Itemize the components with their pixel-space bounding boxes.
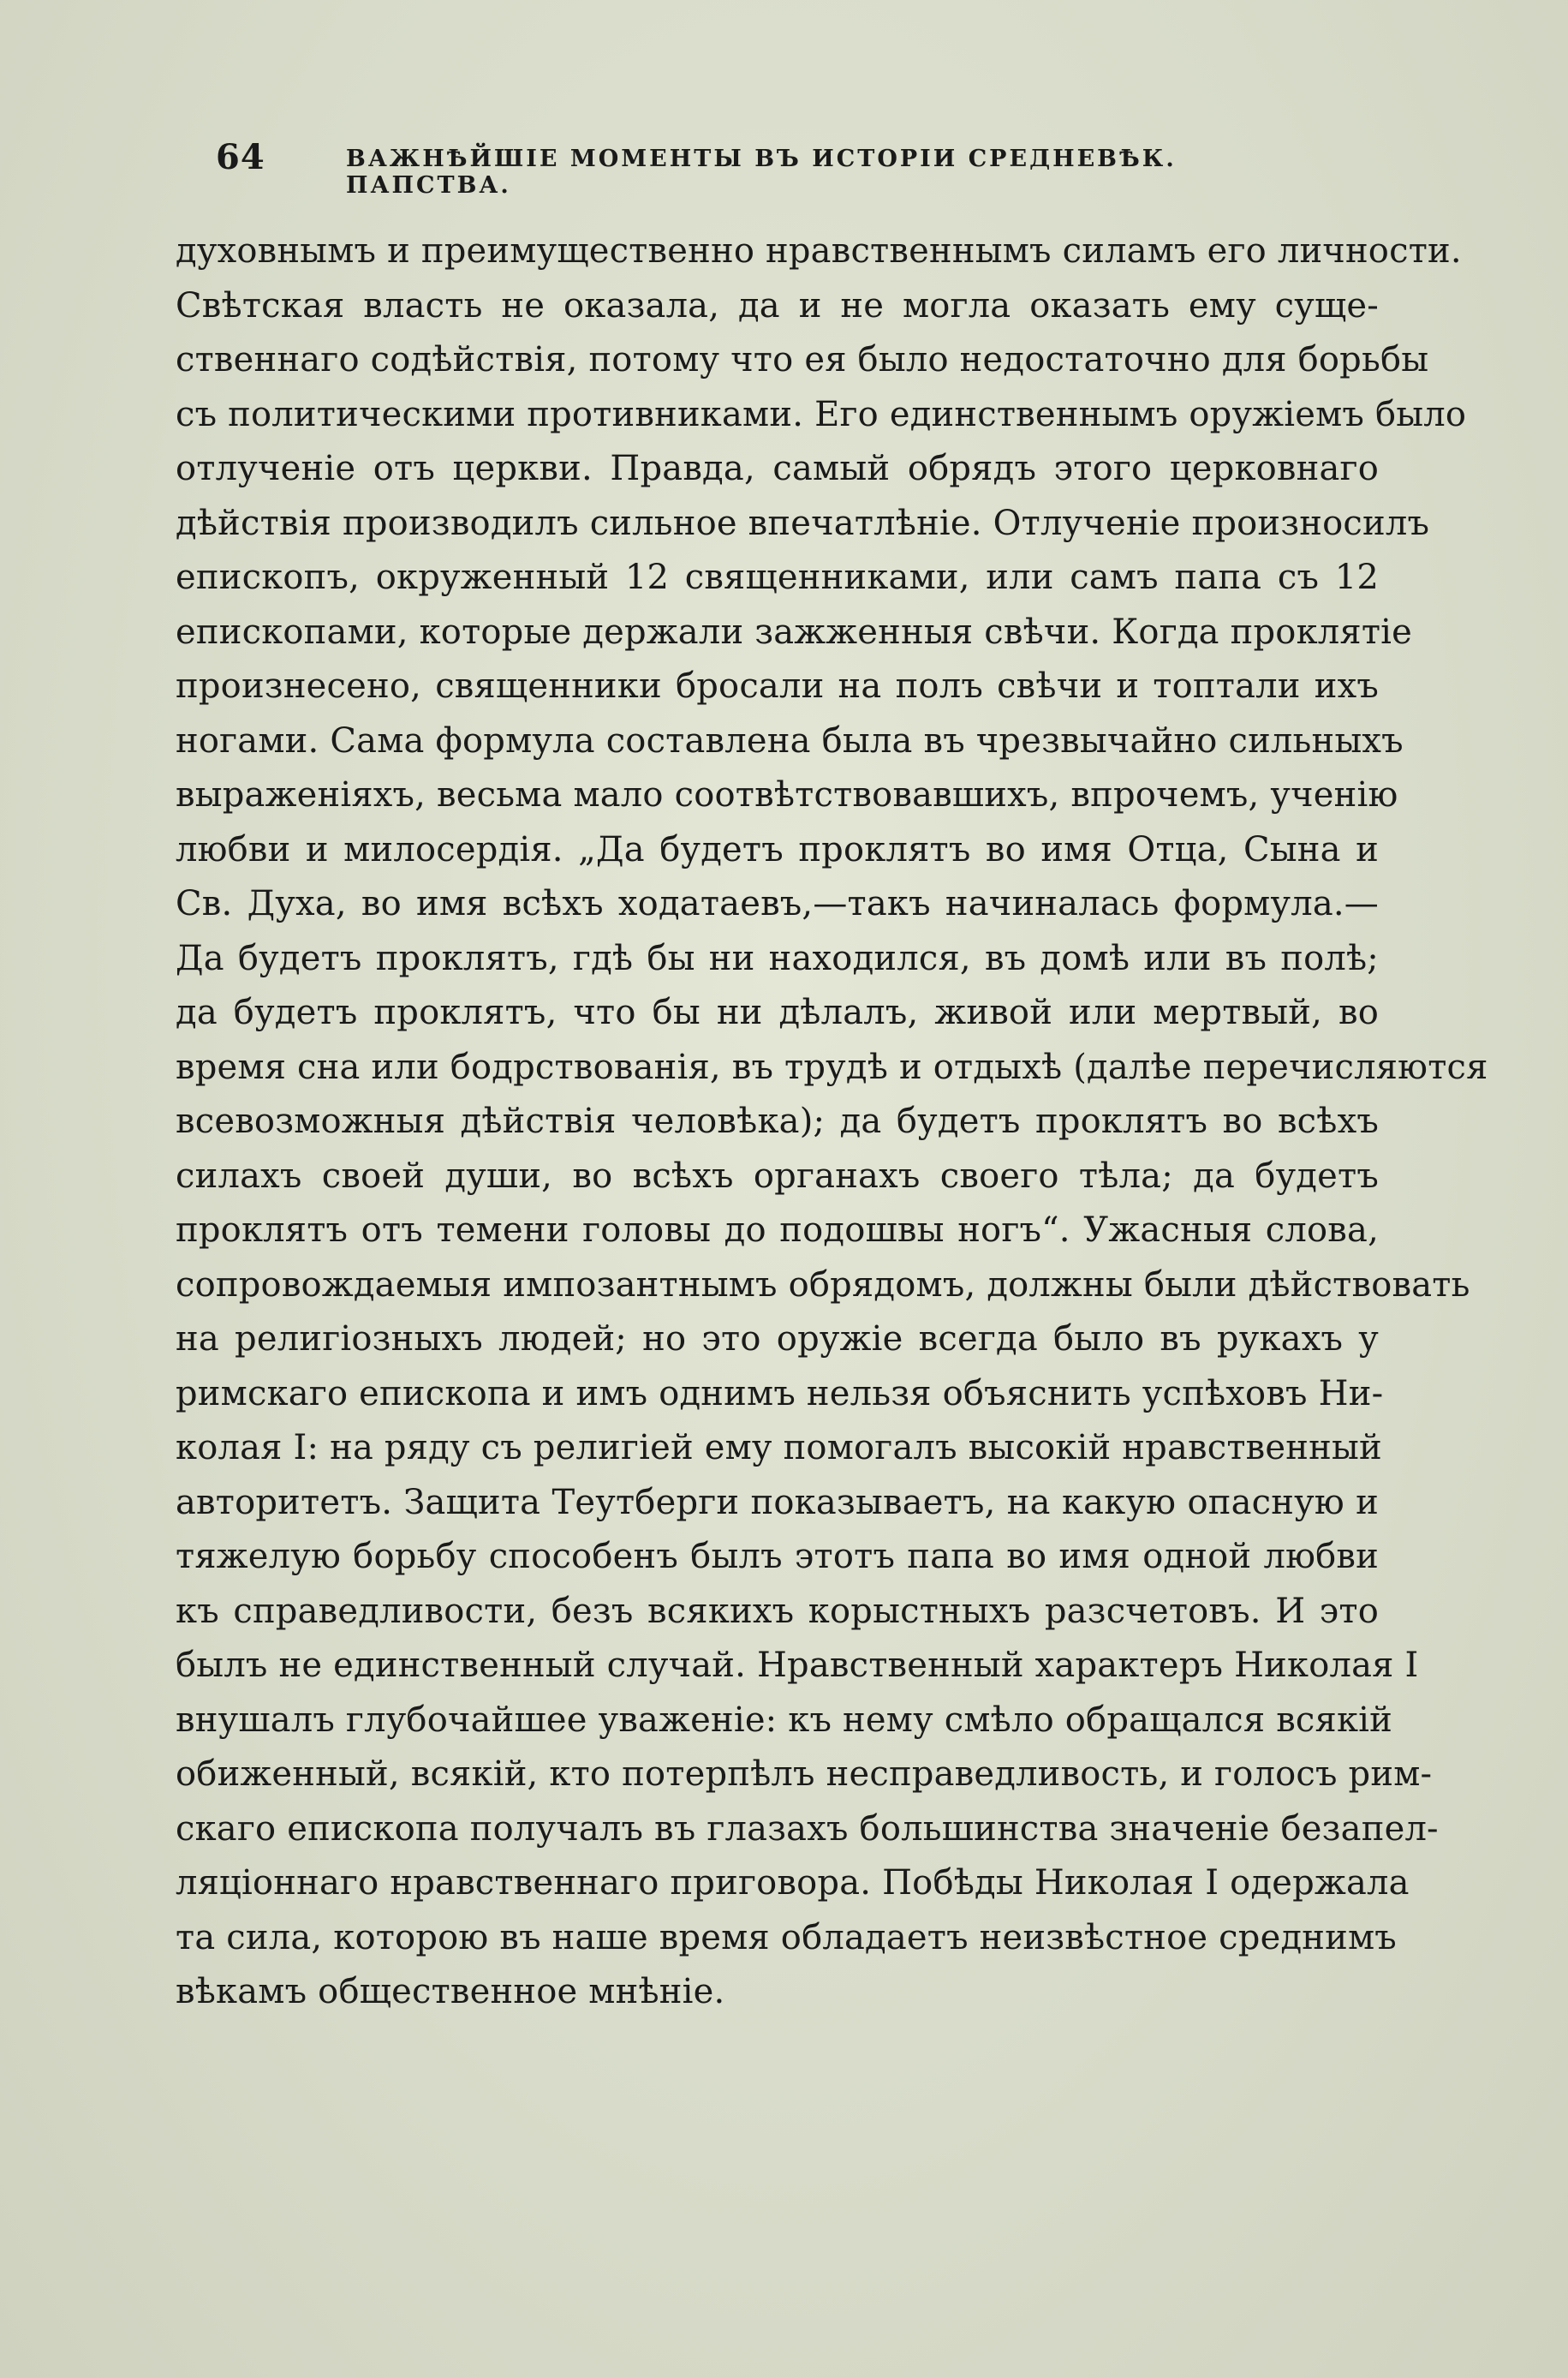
text-line: та сила, которою въ наше время обладаетъ неизвѣстное среднимъ xyxy=(176,1917,1397,1957)
text-line: ляціоннаго нравственнаго приговора. Побѣды Николая I одержала xyxy=(176,1863,1410,1903)
text-line: Свѣтская власть не оказала, да и не могла оказать ему суще- xyxy=(176,285,1379,326)
text-line: духовнымъ и преимущественно нравственнымъ силамъ его личности. xyxy=(176,231,1462,271)
text-line: къ справедливости, безъ всякихъ корыстныхъ разсчетовъ. И это xyxy=(176,1591,1379,1631)
page-number: 64 xyxy=(216,137,265,177)
text-line: былъ не единственный случай. Нравственный характеръ Николая I xyxy=(176,1646,1419,1685)
text-line: съ политическими противниками. Его единственнымъ оружіемъ было xyxy=(176,394,1467,434)
text-line: тяжелую борьбу способенъ былъ этотъ папа во имя одной любви xyxy=(176,1537,1379,1576)
text-line: римскаго епископа и имъ однимъ нельзя объяснить успѣховъ Ни- xyxy=(176,1373,1384,1413)
text-line: время сна или бодрствованія, въ трудѣ и отдыхѣ (далѣе перечисляются xyxy=(176,1047,1488,1087)
text-line: ственнаго содѣйствія, потому что ея было недостаточно для борьбы xyxy=(176,340,1429,379)
running-head xyxy=(216,137,1286,199)
text-line: на религіозныхъ людей; но это оружіе всегда было въ рукахъ у xyxy=(176,1319,1379,1359)
text-line: сопровождаемыя импозантнымъ обрядомъ, должны были дѣйствовать xyxy=(176,1264,1470,1305)
text-line: колая I: на ряду съ религіей ему помогалъ высокій нравственный xyxy=(176,1428,1382,1467)
text-line: произнесено, священники бросали на полъ свѣчи и топтали ихъ xyxy=(176,666,1379,706)
text-line: авторитетъ. Защита Теутберги показываетъ, на какую опасную и xyxy=(176,1482,1379,1522)
text-line: внушалъ глубочайшее уваженіе: къ нему смѣло обращался всякій xyxy=(176,1700,1393,1740)
text-line: да будетъ проклятъ, что бы ни дѣлалъ, живой или мертвый, во xyxy=(176,993,1379,1032)
text-line: дѣйствія производилъ сильное впечатлѣніе. Отлученіе произносилъ xyxy=(176,503,1430,543)
text-line: отлученіе отъ церкви. Правда, самый обрядъ этого церковнаго xyxy=(176,449,1379,488)
text-line: епископами, которые держали зажженныя свѣчи. Когда проклятіе xyxy=(176,612,1413,652)
text-line: проклятъ отъ темени головы до подошвы ногъ“. Ужасныя слова, xyxy=(176,1210,1379,1250)
text-line: любви и милосердія. „Да будетъ проклятъ во имя Отца, Сына и xyxy=(176,829,1379,869)
text-line: Св. Духа, во имя всѣхъ ходатаевъ,—такъ начиналась формула.— xyxy=(176,884,1379,923)
text-line: ногами. Сама формула составлена была въ чрезвычайно сильныхъ xyxy=(176,720,1404,761)
text-line: выраженіяхъ, весьма мало соотвѣтствовавшихъ, впрочемъ, ученію xyxy=(176,775,1398,815)
text-line: вѣкамъ общественное мнѣніе. xyxy=(176,1972,725,2011)
body-text xyxy=(176,224,1488,2020)
text-line: всевозможныя дѣйствія человѣка); да будетъ проклятъ во всѣхъ xyxy=(176,1102,1379,1141)
text-line: обиженный, всякій, кто потерпѣлъ несправедливость, и голосъ рим- xyxy=(176,1754,1433,1794)
text-line: епископъ, окруженный 12 священниками, или самъ папа съ 12 xyxy=(176,558,1379,597)
text-line: Да будетъ проклятъ, гдѣ бы ни находился, въ домѣ или въ полѣ; xyxy=(176,938,1379,978)
running-title: ВАЖНѢЙШІЕ МОМЕНТЫ ВЪ ИСТОРІИ СРЕДНЕВѢК. ПАПСТВА. xyxy=(346,146,1177,199)
text-line: скаго епископа получалъ въ глазахъ большинства значеніе безапел- xyxy=(176,1808,1439,1849)
text-line: силахъ своей души, во всѣхъ органахъ своего тѣла; да будетъ xyxy=(176,1156,1379,1196)
